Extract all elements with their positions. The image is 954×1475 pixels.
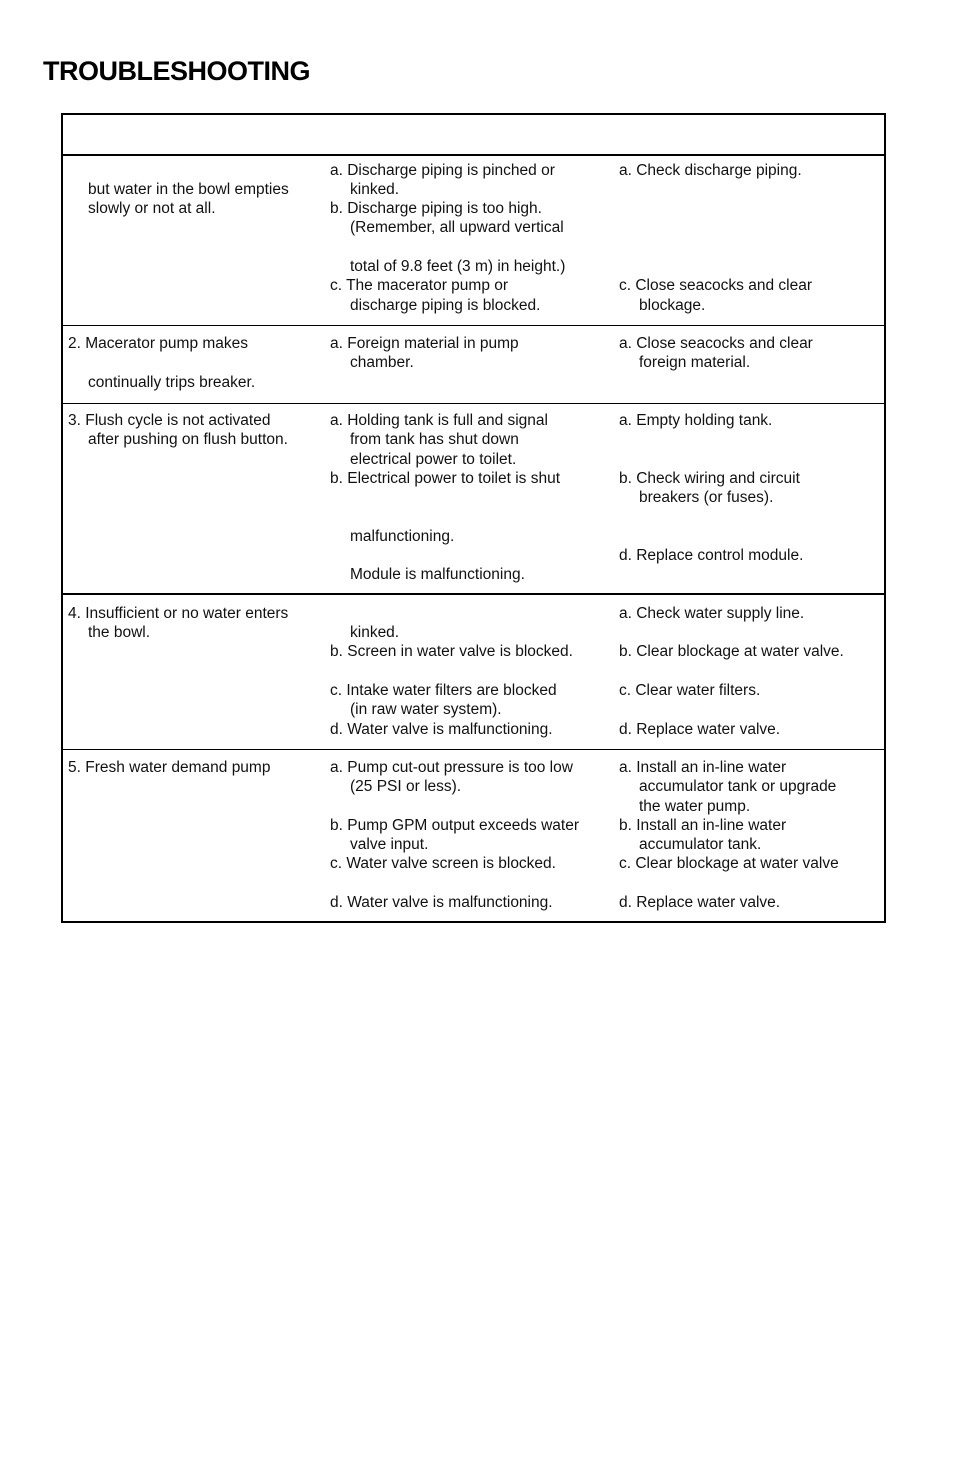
cause-text: b. Pump GPM output exceeds water [330, 817, 579, 834]
row-divider [63, 749, 884, 750]
problem-text: but water in the bowl empties [88, 181, 289, 198]
cause-text: Module is malfunctioning. [350, 566, 525, 583]
cause-text: electrical power to toilet. [350, 451, 517, 468]
problem-text: the bowl. [88, 624, 151, 641]
solution-text: a. Check discharge piping. [619, 162, 802, 179]
cause-text: a. Foreign material in pump [330, 335, 519, 352]
troubleshooting-table [61, 113, 886, 923]
problem-text: 5. Fresh water demand pump [68, 759, 271, 776]
cause-text: b. Discharge piping is too high. [330, 200, 542, 217]
cause-text: (in raw water system). [350, 701, 502, 718]
cause-text: valve input. [350, 836, 429, 853]
solution-text: c. Close seacocks and clear [619, 277, 812, 294]
row-divider [63, 325, 884, 326]
problem-text: 4. Insufficient or no water enters [68, 605, 289, 622]
solution-text: b. Install an in-line water [619, 817, 787, 834]
problem-text: 3. Flush cycle is not activated [68, 412, 271, 429]
cause-text: a. Holding tank is full and signal [330, 412, 548, 429]
cause-text: discharge piping is blocked. [350, 297, 541, 314]
cause-text: from tank has shut down [350, 431, 519, 448]
solution-text: c. Clear water filters. [619, 682, 761, 699]
problem-text: continually trips breaker. [88, 374, 256, 391]
cause-text: b. Screen in water valve is blocked. [330, 643, 573, 660]
solution-text: blockage. [639, 297, 706, 314]
solution-text: breakers (or fuses). [639, 489, 774, 506]
cause-text: chamber. [350, 354, 414, 371]
solution-text: a. Close seacocks and clear [619, 335, 813, 352]
cause-text: c. Water valve screen is blocked. [330, 855, 556, 872]
cause-text: total of 9.8 feet (3 m) in height.) [350, 258, 566, 275]
cause-text: (25 PSI or less). [350, 778, 462, 795]
page-title: TROUBLESHOOTING [43, 56, 310, 86]
solution-text: b. Check wiring and circuit [619, 470, 800, 487]
solution-text: foreign material. [639, 354, 751, 371]
solution-text: d. Replace control module. [619, 547, 804, 564]
problem-text: after pushing on flush button. [88, 431, 288, 448]
solution-text: a. Empty holding tank. [619, 412, 773, 429]
cause-text: kinked. [350, 624, 400, 641]
cause-text: malfunctioning. [350, 528, 455, 545]
header-divider [63, 154, 884, 156]
solution-text: the water pump. [639, 798, 751, 815]
solution-text: b. Clear blockage at water valve. [619, 643, 844, 660]
cause-text: kinked. [350, 181, 400, 198]
solution-text: accumulator tank. [639, 836, 762, 853]
cause-text: c. The macerator pump or [330, 277, 509, 294]
cause-text: c. Intake water filters are blocked [330, 682, 557, 699]
cause-text: (Remember, all upward vertical [350, 219, 564, 236]
cause-text: d. Water valve is malfunctioning. [330, 721, 553, 738]
cause-text: a. Discharge piping is pinched or [330, 162, 555, 179]
problem-text: 2. Macerator pump makes [68, 335, 249, 352]
cause-text: d. Water valve is malfunctioning. [330, 894, 553, 911]
row-divider [63, 593, 884, 595]
row-divider [63, 403, 884, 404]
cause-text: a. Pump cut-out pressure is too low [330, 759, 573, 776]
solution-text: accumulator tank or upgrade [639, 778, 837, 795]
solution-text: d. Replace water valve. [619, 894, 781, 911]
solution-text: a. Install an in-line water [619, 759, 787, 776]
solution-text: c. Clear blockage at water valve [619, 855, 839, 872]
cause-text: b. Electrical power to toilet is shut [330, 470, 561, 487]
solution-text: d. Replace water valve. [619, 721, 781, 738]
problem-text: slowly or not at all. [88, 200, 216, 217]
solution-text: a. Check water supply line. [619, 605, 805, 622]
